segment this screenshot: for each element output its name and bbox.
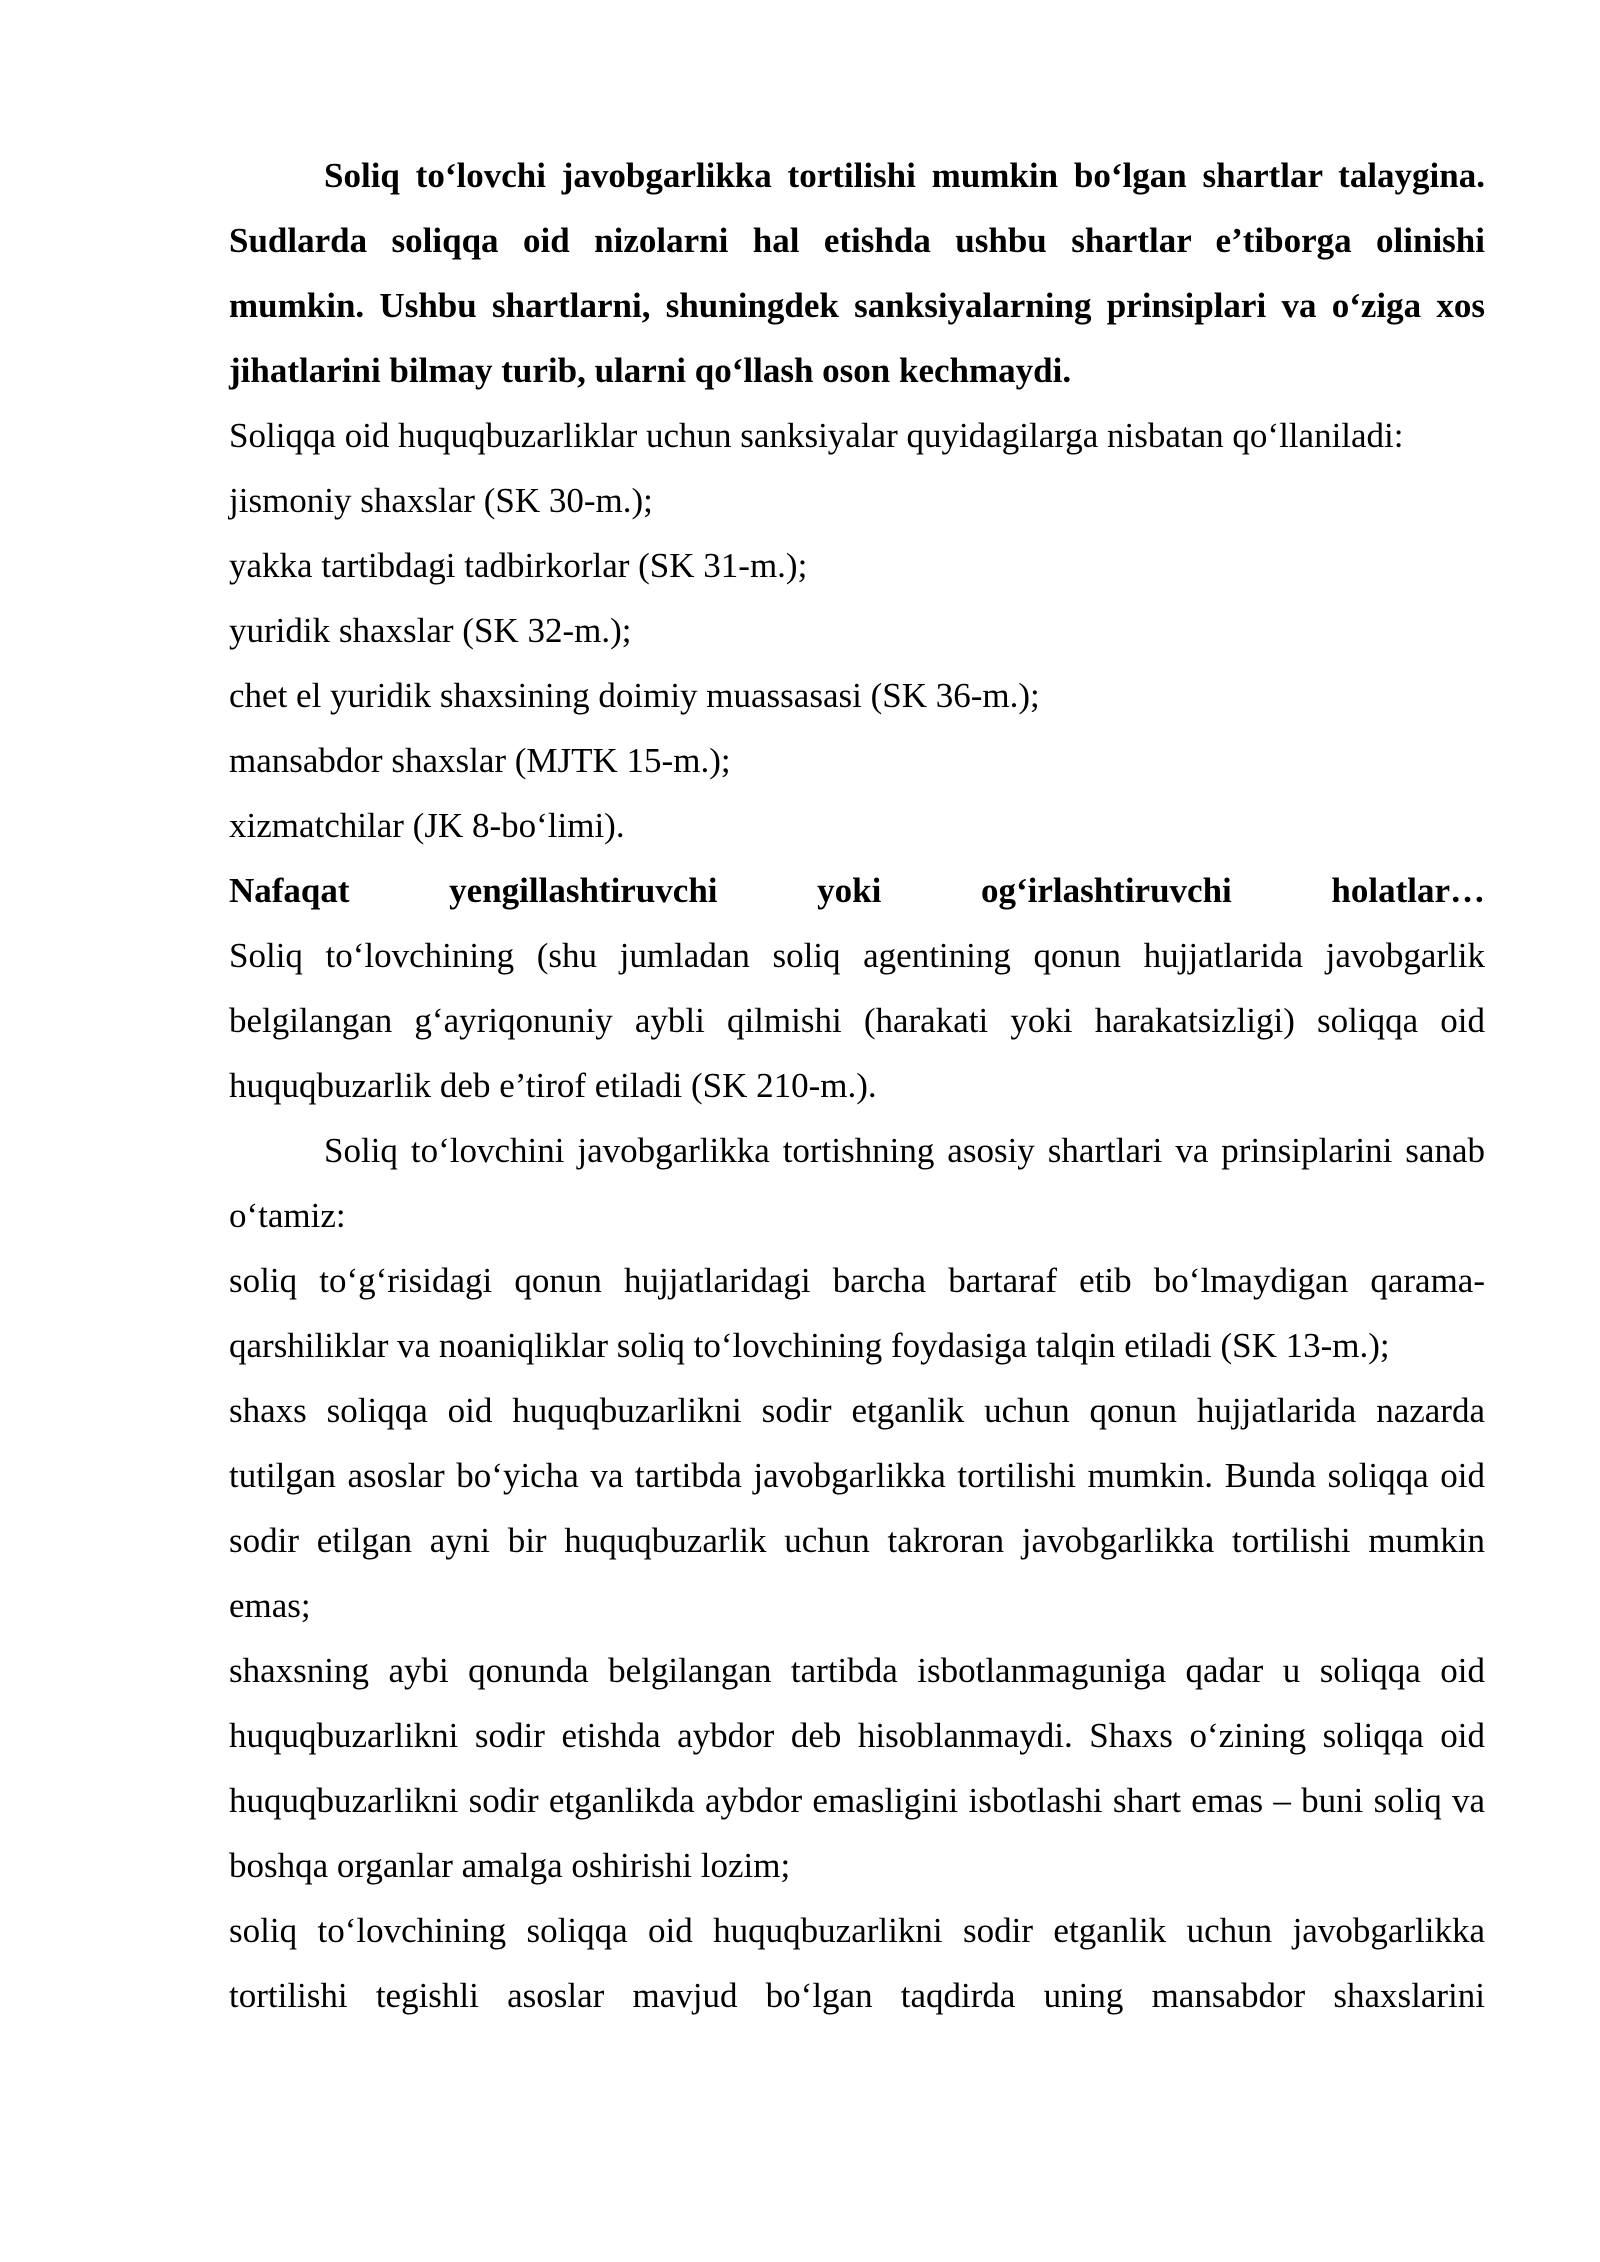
subject-item: chet el yuridik shaxsining doimiy muassasasi (SK 36-m.); [229, 676, 1040, 715]
subject-item: yakka tartibdagi tadbirkorlar (SK 31-m.); [229, 546, 808, 585]
principle-item: shaxsning aybi qonunda belgilangan tartibda isbotlanmaguniga qadar u soliqqa oid huquqbuzarlikni sodir etishda aybdor deb hisoblanmaydi. Shaxs o‘zining soliqqa oid huquqbuzarlikni sodir etganlikda aybdor emasligini isbotlashi shart emas – buni soliq va boshqa organlar amalga oshirishi lozim; [229, 1651, 1485, 1885]
intro-paragraph: Soliq to‘lovchi javobgarlikka tortilishi mumkin bo‘lgan shartlar talaygina. Sudlarda soliqqa oid nizolarni hal etishda ushbu shartlar e’tiborga olinishi mumkin. Ushbu shartlarni, shuningdek sanksiyalarning prinsiplari va o‘ziga xos jihatlarini bilmay turib, ularni qo‘llash oson kechmaydi. [229, 156, 1485, 390]
subject-item: jismoniy shaxslar (SK 30-m.); [229, 481, 653, 520]
principle-item: soliq to‘g‘risidagi qonun hujjatlaridagi barcha bartaraf etib bo‘lmaydigan qarama-qarshiliklar va noaniqliklar soliq to‘lovchining foydasiga talqin etiladi (SK 13-m.); [229, 1261, 1485, 1365]
subject-item: mansabdor shaxslar (MJTK 15-m.); [229, 741, 731, 780]
subject-item: yuridik shaxslar (SK 32-m.); [229, 611, 632, 650]
definition-paragraph: Soliq to‘lovchining (shu jumladan soliq agentining qonun hujjatlarida javobgarlik belgilangan g‘ayriqonuniy aybli qilmishi (harakati yoki harakatsizligi) soliqqa oid huquqbuzarlik deb e’tirof etiladi (SK 210-m.). [229, 936, 1485, 1105]
document-body [229, 143, 1485, 2028]
section-heading: Nafaqat yengillashtiruvchi yoki og‘irlashtiruvchi holatlar… [229, 871, 1485, 910]
subject-item: xizmatchilar (JK 8-bo‘limi). [229, 806, 625, 845]
principle-item: soliq to‘lovchining soliqqa oid huquqbuzarlikni sodir etganlik uchun javobgarlikka tortilishi tegishli asoslar mavjud bo‘lgan taqdirda uning mansabdor shaxslarini [229, 1911, 1485, 2015]
sanctions-intro-paragraph: Soliqqa oid huquqbuzarliklar uchun sanksiyalar quyidagilarga nisbatan qo‘llaniladi: [229, 416, 1404, 455]
principles-intro-paragraph: Soliq to‘lovchini javobgarlikka tortishning asosiy shartlari va prinsiplarini sanab o‘tamiz: [229, 1131, 1485, 1235]
principle-item: shaxs soliqqa oid huquqbuzarlikni sodir etganlik uchun qonun hujjatlarida nazarda tutilgan asoslar bo‘yicha va tartibda javobgarlikka tortilishi mumkin. Bunda soliqqa oid sodir etilgan ayni bir huquqbuzarlik uchun takroran javobgarlikka tortilishi mumkin emas; [229, 1391, 1485, 1625]
